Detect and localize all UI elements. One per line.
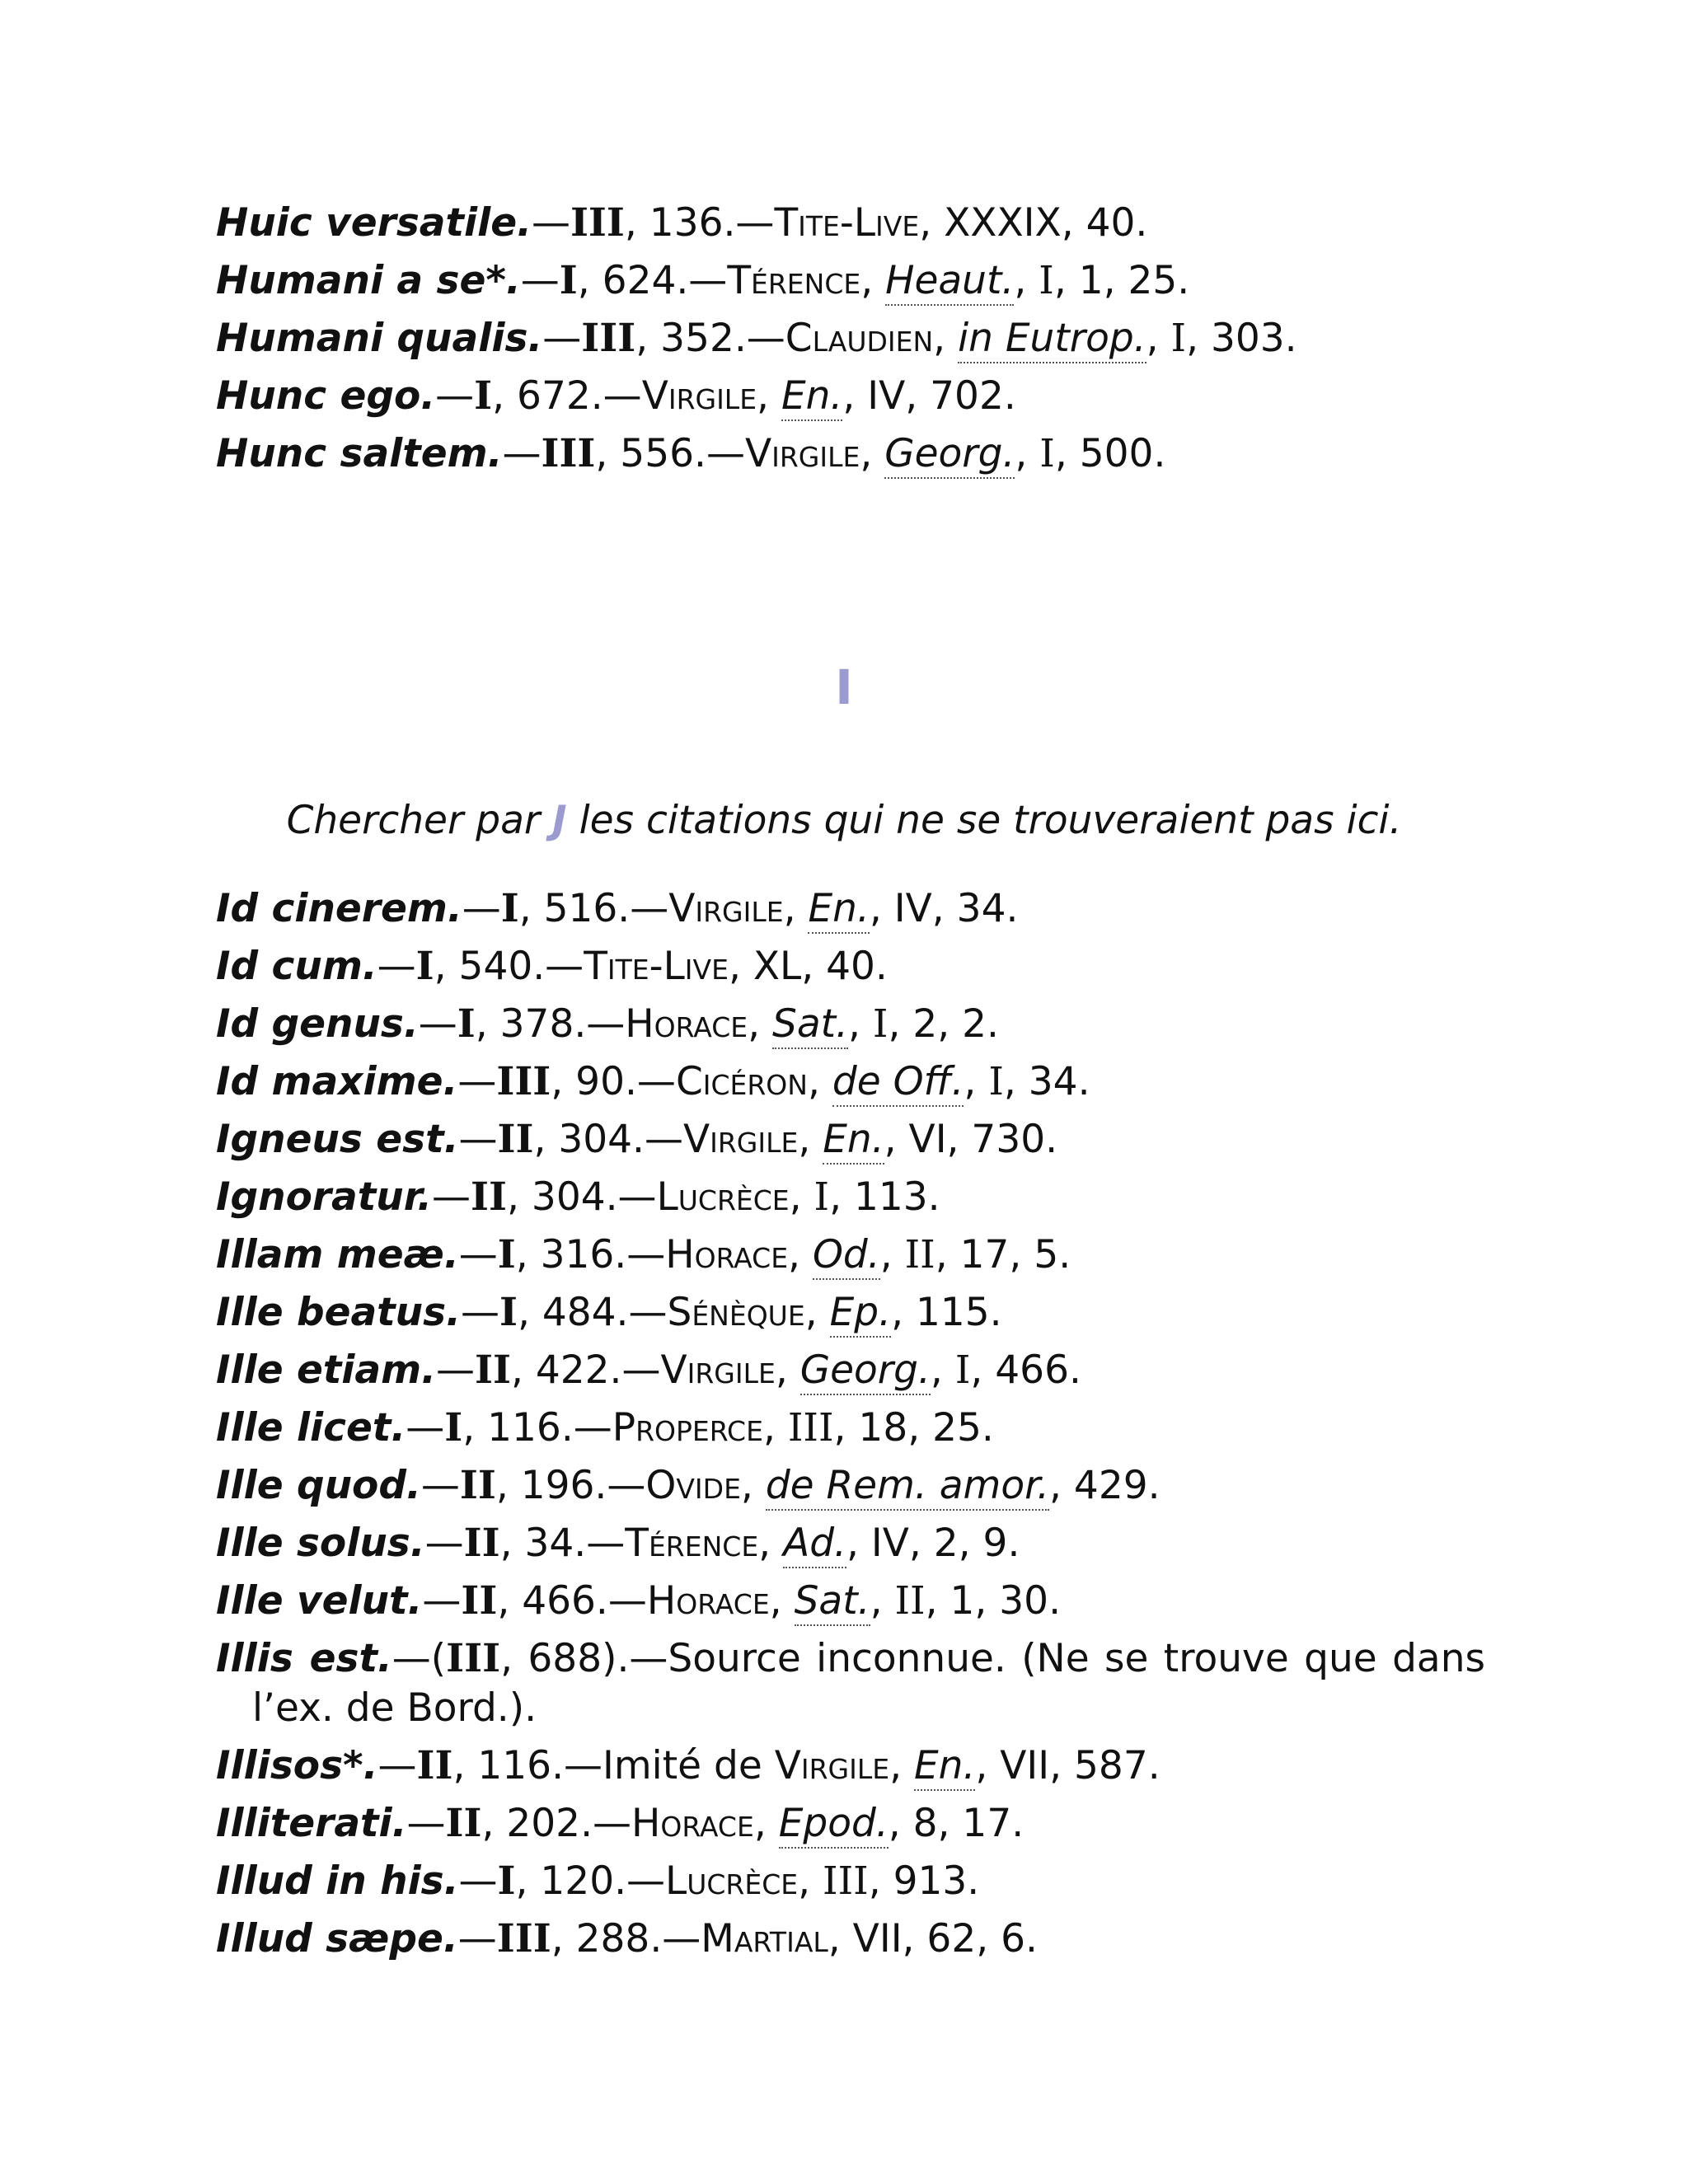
citation-text: , 378.— [475,1001,626,1047]
citation-text: , [807,1059,832,1104]
roman-numeral: III [823,1858,869,1904]
work-link[interactable]: in Eutrop. [958,316,1146,363]
citation-text: , [1015,431,1040,476]
volume-number: I [559,258,578,303]
citation-entry [216,1515,1485,1572]
author-name: Térence [625,1521,759,1566]
volume-number: I [497,1858,516,1904]
author-name: Virgile [660,1347,776,1393]
citation-text: , [860,431,885,476]
roman-numeral: I [954,1347,971,1393]
author-name: Sénèque [667,1290,805,1335]
volume-number: II [463,1521,500,1566]
citation-text: — [458,1858,498,1904]
work-link[interactable]: Ep. [830,1290,891,1338]
work-link[interactable]: Heaut. [885,258,1014,306]
author-name: Tite-Live [774,200,920,246]
citation-entry [216,1630,1485,1737]
citation-text: — [435,1347,475,1393]
citation-text: , [933,316,959,361]
section-j-link[interactable]: J [552,798,567,843]
author-name: Virgile [744,431,860,476]
citation-text: , IV, 2, 9. [846,1521,1020,1566]
citation-text: , 556.— [595,431,745,476]
citation-text: , 466.— [497,1578,647,1624]
citation-text: , 1, 30. [925,1578,1062,1624]
citation-text: , 136.— [624,200,775,246]
citation-text: — [502,431,542,476]
work-link[interactable]: Georg. [884,431,1015,479]
citation-text: — [422,1578,462,1624]
citation-list-h [216,194,1485,483]
citation-text: , [870,1578,895,1624]
citation-text: , 116.—Imité de [452,1743,775,1788]
citation-entry [216,996,1485,1053]
citation-lemma: Id maxime. [216,1059,458,1104]
work-link[interactable]: En. [914,1743,975,1791]
citation-text: , 688).—Source inconnue. (Ne se trouve que dans l’ex. de Bord.). [252,1636,1485,1731]
author-name: Horace [665,1232,789,1277]
citation-text: , 672.— [492,373,642,419]
citation-lemma: Igneus est. [216,1117,459,1162]
citation-text: , 484.— [517,1290,668,1335]
volume-number: III [446,1636,501,1681]
citation-text: , 429. [1049,1463,1160,1508]
citation-text: , [930,1347,955,1393]
citation-text: , 90.— [551,1059,676,1104]
citation-text: , [740,1463,766,1508]
citation-text: , IV, 702. [842,373,1016,419]
citation-text: , 116.— [462,1405,612,1451]
citation-text: , [758,1521,784,1566]
volume-number: II [416,1743,453,1788]
citation-text: — [418,1001,457,1047]
volume-number: I [500,886,519,931]
citation-lemma: Ille licet. [216,1405,406,1451]
citation-text: , [860,258,886,303]
citation-text: , [753,1801,779,1846]
citation-entry [216,310,1485,368]
citation-text: , 304.— [533,1117,683,1162]
citation-text: , 17, 5. [935,1232,1071,1277]
citation-lemma: Ille velut. [216,1578,423,1624]
citation-text: , [788,1232,813,1277]
citation-lemma: Huic versatile. [216,200,532,246]
work-link[interactable]: En. [781,373,842,421]
citation-entry [216,1053,1485,1111]
citation-text: , IV, 34. [869,886,1019,931]
citation-text: , [964,1059,989,1104]
citation-text: , 34. [1003,1059,1090,1104]
citation-lemma: Ille beatus. [216,1290,461,1335]
citation-entry [216,1910,1485,1968]
volume-number: I [444,1405,463,1451]
citation-text: , VI, 730. [884,1117,1058,1162]
citation-entry [216,938,1485,996]
citation-text: , [769,1578,795,1624]
citation-text: , 466. [970,1347,1081,1393]
roman-numeral: II [904,1232,935,1277]
citation-text: , 113. [829,1174,940,1220]
citation-entry [216,368,1485,425]
citation-text: , VII, 62, 6. [828,1916,1038,1961]
citation-lemma: Illud in his. [216,1858,459,1904]
citation-lemma: Hunc ego. [216,373,436,419]
volume-number: III [496,1059,551,1104]
note-text-after: les citations qui ne se trouveraient pas ici. [566,798,1402,843]
citation-text: , 115. [891,1290,1002,1335]
citation-lemma: Ille etiam. [216,1347,436,1393]
citation-text: —( [392,1636,447,1681]
citation-entry [216,1284,1485,1342]
author-name: Lucrèce [656,1174,790,1220]
volume-number: I [474,373,493,419]
roman-numeral: I [1039,431,1055,476]
citation-text: — [520,258,560,303]
citation-text: , [1014,258,1039,303]
note-text-before: Chercher par [286,798,553,843]
work-link[interactable]: Epod. [779,1801,889,1849]
citation-text: — [457,1916,497,1961]
citation-entry [216,252,1485,310]
roman-numeral: I [814,1174,830,1220]
citation-text: — [424,1521,464,1566]
citation-entry [216,1795,1485,1853]
citation-text: , [804,1290,830,1335]
citation-text: , 196.— [495,1463,646,1508]
volume-number: II [459,1463,496,1508]
citation-text: — [458,1117,498,1162]
citation-text: — [542,316,582,361]
author-name: Térence [727,258,861,303]
author-name: Martial [701,1916,828,1961]
citation-text: — [420,1463,460,1508]
citation-entry [216,425,1485,483]
volume-number: II [461,1578,498,1624]
citation-text: , 2, 2. [888,1001,999,1047]
work-link[interactable]: Sat. [795,1578,870,1626]
citation-entry [216,1111,1485,1169]
citation-text: , [789,1174,814,1220]
roman-numeral: I [988,1059,1004,1104]
volume-number: II [497,1117,534,1162]
citation-entry [216,1572,1485,1630]
citation-lemma: Illud sæpe. [216,1916,458,1961]
citation-entry [216,1399,1485,1457]
author-name: Virgile [641,373,757,419]
citation-text: , VII, 587. [975,1743,1160,1788]
citation-text: , 1, 25. [1053,258,1190,303]
citation-text: , 540.— [434,944,584,989]
citation-text: — [457,1059,497,1104]
citation-lemma: Id genus. [216,1001,419,1047]
citation-text: , 120.— [515,1858,666,1904]
volume-number: II [474,1347,511,1393]
volume-number: I [457,1001,476,1047]
citation-text: — [460,1290,499,1335]
citation-lemma: Humani a se*. [216,258,521,303]
citation-lemma: Ignoratur. [216,1174,433,1220]
author-name: Lucrèce [665,1858,799,1904]
citation-text: , [798,1117,823,1162]
citation-text: , [1146,316,1171,361]
volume-number: I [499,1290,518,1335]
roman-numeral: II [894,1578,926,1624]
author-name: Properce [612,1405,763,1451]
citation-text: , 303. [1186,316,1297,361]
citation-text: , XXXIX, 40. [919,200,1148,246]
citation-text: — [435,373,475,419]
citation-text: , 352.— [635,316,785,361]
volume-number: I [415,944,434,989]
citation-text: , 18, 25. [833,1405,994,1451]
author-name: Ovide [645,1463,741,1508]
work-link[interactable]: Georg. [800,1347,931,1395]
roman-numeral: I [872,1001,889,1047]
citation-lemma: Hunc saltem. [216,431,503,476]
citation-text: , 422.— [510,1347,661,1393]
citation-lemma: Illis est. [216,1636,392,1681]
citation-text: , [762,1405,788,1451]
roman-numeral: III [787,1405,834,1451]
citation-entry [216,1169,1485,1226]
author-name: Tite-Live [584,944,729,989]
work-link[interactable]: En. [808,886,869,934]
citation-lemma: Illam meæ. [216,1232,459,1277]
citation-text: — [406,1405,445,1451]
citation-entry [216,1853,1485,1910]
citation-lemma: Id cinerem. [216,886,462,931]
work-link[interactable]: En. [823,1117,884,1165]
volume-number: II [445,1801,482,1846]
work-link[interactable]: Ad. [783,1521,846,1568]
citation-text: , [798,1858,823,1904]
work-link[interactable]: de Rem. amor. [766,1463,1049,1511]
citation-text: — [377,944,416,989]
citation-lemma: Illiterati. [216,1801,407,1846]
citation-lemma: Illisos*. [216,1743,378,1788]
author-name: Virgile [682,1117,799,1162]
roman-numeral: I [1170,316,1187,361]
citation-text: , [879,1232,905,1277]
volume-number: II [471,1174,508,1220]
citation-text: , 34.— [499,1521,626,1566]
citation-text: , [748,1001,772,1047]
citation-lemma: Ille solus. [216,1521,425,1566]
section-note [0,798,1688,843]
citation-text: — [406,1801,446,1846]
author-name: Horace [646,1578,770,1624]
author-name: Virgile [774,1743,890,1788]
citation-text: — [377,1743,417,1788]
citation-text: , [757,373,781,419]
citation-text: , 624.— [577,258,728,303]
author-name: Horace [631,1801,754,1846]
citation-list-i [216,880,1485,1968]
citation-text: , 8, 17. [888,1801,1025,1846]
citation-lemma: Id cum. [216,944,377,989]
roman-numeral: I [1039,258,1054,303]
citation-text: , [848,1001,873,1047]
citation-text: — [462,886,501,931]
author-name: Virgile [668,886,784,931]
citation-entry [216,1737,1485,1795]
citation-text: , [775,1347,800,1393]
citation-text: , 516.— [518,886,669,931]
citation-entry [216,1226,1485,1284]
volume-number: I [497,1232,516,1277]
work-link[interactable]: de Off. [832,1059,964,1107]
volume-number: III [570,200,625,246]
citation-text: , [889,1743,914,1788]
author-name: Horace [625,1001,748,1047]
citation-text: , 913. [868,1858,980,1904]
citation-lemma: Ille quod. [216,1463,421,1508]
citation-entry [216,880,1485,938]
citation-text: , [783,886,809,931]
work-link[interactable]: Od. [813,1232,880,1280]
author-name: Claudien [785,316,934,361]
citation-text: — [432,1174,471,1220]
citation-text: — [458,1232,498,1277]
volume-number: III [541,431,596,476]
work-link[interactable]: Sat. [772,1001,848,1049]
citation-entry [216,1342,1485,1399]
citation-entry [216,194,1485,252]
citation-text: , 304.— [507,1174,657,1220]
citation-lemma: Humani qualis. [216,316,543,361]
volume-number: III [581,316,636,361]
citation-text: — [531,200,570,246]
citation-text: , 316.— [515,1232,666,1277]
citation-text: , 500. [1054,431,1166,476]
section-letter-heading: I [835,659,853,715]
citation-entry [216,1457,1485,1515]
volume-number: III [496,1916,551,1961]
author-name: Cicéron [675,1059,808,1104]
citation-text: , XL, 40. [728,944,888,989]
citation-text: , 288.— [551,1916,701,1961]
citation-text: , 202.— [481,1801,632,1846]
